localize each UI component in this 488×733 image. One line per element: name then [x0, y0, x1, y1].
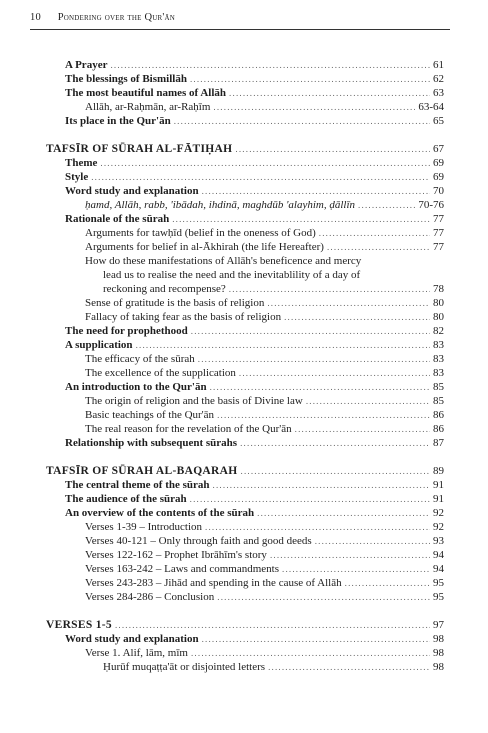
toc-entry-page: 95: [433, 591, 444, 603]
dot-leader: [268, 660, 430, 674]
dot-leader: [229, 86, 430, 100]
toc-entry-page: 98: [433, 647, 444, 659]
dot-leader: [319, 226, 430, 240]
toc-section-heading: [46, 464, 444, 478]
toc-entry-title: TAFSĪR OF SŪRAH AL-FĀTIḤAH: [46, 143, 233, 155]
toc-entry: [46, 394, 444, 408]
dot-leader: [202, 184, 430, 198]
toc-entry-page: 86: [433, 423, 444, 435]
toc-entry: [46, 478, 444, 492]
toc-entry: [46, 548, 444, 562]
toc-entry: [46, 660, 444, 674]
toc-entry-page: 63-64: [418, 101, 444, 113]
toc-entry-title: The central theme of the sūrah: [65, 479, 210, 491]
page-number: 10: [30, 12, 41, 23]
dot-leader: [198, 352, 430, 366]
toc-entry: [46, 590, 444, 604]
toc-entry-title: VERSES 1-5: [46, 619, 112, 631]
toc-entry-page: 70-76: [418, 199, 444, 211]
toc-entry: [46, 268, 444, 282]
toc-entry-page: 94: [433, 549, 444, 561]
toc-entry-page: 92: [433, 507, 444, 519]
toc-entry-page: 83: [433, 367, 444, 379]
toc-entry-title: reckoning and recompense?: [103, 283, 226, 295]
toc-entry-page: 80: [433, 311, 444, 323]
toc-entry-title: lead us to realise the need and the inevitablility of a day of: [103, 269, 361, 281]
dot-leader: [210, 380, 430, 394]
toc-entry-page: 95: [433, 577, 444, 589]
toc-entry-title: An introduction to the Qur'ān: [65, 381, 207, 393]
toc-entry-page: 65: [433, 115, 444, 127]
toc-entry-page: 61: [433, 59, 444, 71]
toc-entry-title: Its place in the Qur'ān: [65, 115, 171, 127]
toc-entry-page: 70: [433, 185, 444, 197]
toc-entry-page: 78: [433, 283, 444, 295]
toc-entry-title: The audience of the sūrah: [65, 493, 187, 505]
toc-entry: [46, 520, 444, 534]
dot-leader: [174, 114, 430, 128]
toc-entry-page: 83: [433, 339, 444, 351]
toc-entry-page: 91: [433, 493, 444, 505]
dot-leader: [284, 310, 430, 324]
toc-entry-title: How do these manifestations of Allāh's beneficence and mercy: [85, 255, 362, 267]
toc-entry-title: Basic teachings of the Qur'ān: [85, 409, 215, 421]
toc-entry-page: 91: [433, 479, 444, 491]
toc-entry: [46, 226, 444, 240]
toc-entry-page: 92: [433, 521, 444, 533]
toc-entry: [46, 506, 444, 520]
toc-entry-title: Style: [65, 171, 89, 183]
toc-entry: [46, 58, 444, 72]
toc-entry-title: Arguments for belief in al-Ākhirah (the life Hereafter): [85, 241, 324, 253]
running-head-title: Pondering over the Qur'ān: [57, 12, 175, 23]
toc-entry-page: 83: [433, 353, 444, 365]
toc-entry-page: 82: [433, 325, 444, 337]
toc-entry-title: Word study and explanation: [65, 633, 199, 645]
toc-entry-title: Verses 1-39 – Introduction: [85, 521, 203, 533]
dot-leader: [205, 520, 430, 534]
toc-entry-title: The efficacy of the sūrah: [85, 353, 195, 365]
dot-leader: [115, 618, 430, 632]
dot-leader: [239, 366, 430, 380]
toc-entry-page: 89: [433, 465, 444, 477]
toc-entry: [46, 422, 444, 436]
toc-entry-title: The blessings of Bismillāh: [65, 73, 187, 85]
toc-entry: [46, 212, 444, 226]
toc-entry: [46, 338, 444, 352]
dot-leader: [213, 478, 430, 492]
toc-entry-page: 85: [433, 381, 444, 393]
dot-leader: [229, 282, 430, 296]
toc-entry: [46, 352, 444, 366]
toc-entry-title: Verses 163-242 – Laws and commandments: [85, 563, 279, 575]
toc-entry: [46, 198, 444, 212]
dot-leader: [136, 338, 430, 352]
toc-entry: [46, 254, 444, 268]
toc-entry-page: 98: [433, 661, 444, 673]
dot-leader: [306, 394, 430, 408]
dot-leader: [213, 100, 415, 114]
toc-section-heading: [46, 142, 444, 156]
toc-entry-title: Fallacy of taking fear as the basis of religion: [85, 311, 282, 323]
toc-entry-title: Ḥurūf muqaṭṭa'āt or disjointed letters: [103, 661, 266, 673]
toc-entry: [46, 492, 444, 506]
toc-entry: [46, 240, 444, 254]
toc-entry-page: 98: [433, 633, 444, 645]
toc-entry-title: Verses 243-283 – Jihād and spending in the cause of Allāh: [85, 577, 342, 589]
toc-entry-title: Theme: [65, 157, 98, 169]
dot-leader: [315, 534, 430, 548]
toc-entry-title: The excellence of the supplication: [85, 367, 236, 379]
dot-leader: [270, 548, 430, 562]
dot-leader: [241, 464, 431, 478]
toc-entry: [46, 562, 444, 576]
toc-entry: [46, 324, 444, 338]
dot-leader: [235, 142, 430, 156]
toc-entry-title: Relationship with subsequent sūrahs: [65, 437, 238, 449]
toc-entry-title: TAFSĪR OF SŪRAH AL-BAQARAH: [46, 465, 238, 477]
toc-entry: [46, 72, 444, 86]
dot-leader: [217, 590, 430, 604]
toc-entry-title: Rationale of the sūrah: [65, 213, 170, 225]
toc-entry-title: Allāh, ar-Raḥmān, ar-Raḥīm: [85, 101, 211, 113]
toc-entry-page: 97: [433, 619, 444, 631]
toc-entry-page: 77: [433, 227, 444, 239]
dot-leader: [358, 198, 415, 212]
toc-entry-page: 94: [433, 563, 444, 575]
toc-entry: [46, 632, 444, 646]
toc-entry-title: Arguments for tawḥīd (belief in the oneness of God): [85, 227, 316, 239]
toc-entry-page: 77: [433, 241, 444, 253]
running-head: [30, 12, 450, 23]
dot-leader: [295, 422, 430, 436]
toc-entry: [46, 184, 444, 198]
toc-entry-title: Verse 1. Alif, lām, mīm: [85, 647, 188, 659]
toc-entry-page: 77: [433, 213, 444, 225]
toc-entry-page: 62: [433, 73, 444, 85]
toc-entry-title: Word study and explanation: [65, 185, 199, 197]
toc-entry-page: 67: [433, 143, 444, 155]
toc-section-heading: [46, 618, 444, 632]
toc-entry-page: 93: [433, 535, 444, 547]
toc-entry-title: A Prayer: [65, 59, 108, 71]
toc-entry: [46, 366, 444, 380]
dot-leader: [172, 212, 430, 226]
toc-entry: [46, 646, 444, 660]
toc-entry: [46, 310, 444, 324]
dot-leader: [282, 562, 430, 576]
dot-leader: [217, 408, 430, 422]
dot-leader: [240, 436, 430, 450]
toc-entry: [46, 576, 444, 590]
toc-entry-title: Verses 122-162 – Prophet Ibrāhīm's story: [85, 549, 267, 561]
table-of-contents: [46, 58, 444, 674]
toc-entry-page: 86: [433, 409, 444, 421]
toc-entry: [46, 114, 444, 128]
toc-entry: [46, 408, 444, 422]
toc-entry: [46, 380, 444, 394]
toc-entry-title: An overview of the contents of the sūrah: [65, 507, 255, 519]
toc-entry: [46, 436, 444, 450]
toc-entry-page: 85: [433, 395, 444, 407]
toc-entry: [46, 156, 444, 170]
dot-leader: [91, 170, 430, 184]
dot-leader: [267, 296, 430, 310]
toc-entry-title: The need for prophethood: [65, 325, 188, 337]
dot-leader: [110, 58, 430, 72]
toc-entry-title: Verses 284-286 – Conclusion: [85, 591, 215, 603]
toc-entry-page: 87: [433, 437, 444, 449]
dot-leader: [327, 240, 430, 254]
toc-entry-page: 69: [433, 157, 444, 169]
toc-entry-title: The real reason for the revelation of the Qur'ān: [85, 423, 292, 435]
dot-leader: [190, 72, 430, 86]
dot-leader: [190, 492, 430, 506]
toc-entry-page: 80: [433, 297, 444, 309]
toc-entry-title: The origin of religion and the basis of Divine law: [85, 395, 303, 407]
toc-entry: [46, 170, 444, 184]
toc-entry-title: Sense of gratitude is the basis of religion: [85, 297, 265, 309]
toc-entry-title: A supplication: [65, 339, 133, 351]
toc-entry-page: 63: [433, 87, 444, 99]
toc-entry-title: Verses 40-121 – Only through faith and good deeds: [85, 535, 312, 547]
dot-leader: [191, 324, 430, 338]
dot-leader: [202, 632, 430, 646]
dot-leader: [100, 156, 430, 170]
dot-leader: [345, 576, 430, 590]
toc-entry-title: The most beautiful names of Allāh: [65, 87, 227, 99]
toc-entry: [46, 86, 444, 100]
toc-entry: [46, 296, 444, 310]
toc-entry-page: 69: [433, 171, 444, 183]
toc-entry: [46, 534, 444, 548]
toc-entry: [46, 282, 444, 296]
dot-leader: [257, 506, 430, 520]
toc-entry: [46, 100, 444, 114]
header-rule: [30, 29, 450, 30]
dot-leader: [191, 646, 430, 660]
toc-entry-title: ḥamd, Allāh, rabb, 'ibādah, ihdinā, maghdūb 'alayhim, ḍāllīn: [85, 199, 356, 211]
